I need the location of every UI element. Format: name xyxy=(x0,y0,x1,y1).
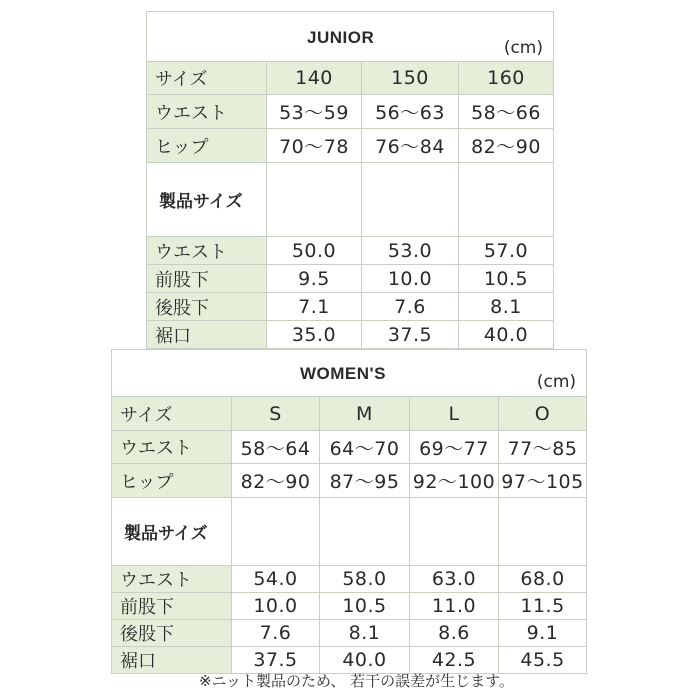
row-label: ウエスト xyxy=(112,431,232,464)
row-label: ウエスト xyxy=(147,95,267,129)
empty-cell xyxy=(362,163,459,237)
table-cell: 82～90 xyxy=(459,129,554,163)
womens-header-size: O xyxy=(499,397,587,431)
empty-cell xyxy=(410,498,499,566)
womens-product-row xyxy=(112,593,587,620)
table-cell: 9.1 xyxy=(499,620,587,647)
womens-waist-row xyxy=(112,431,587,464)
table-cell: 37.5 xyxy=(232,647,320,674)
table-cell: 58.0 xyxy=(320,566,410,593)
junior-header-size: 150 xyxy=(362,62,459,95)
junior-hip-row xyxy=(147,129,554,163)
table-cell: 76～84 xyxy=(362,129,459,163)
table-cell: 10.5 xyxy=(320,593,410,620)
row-label: 裾口 xyxy=(147,321,267,349)
table-cell: 50.0 xyxy=(267,237,362,265)
table-cell: 7.1 xyxy=(267,293,362,321)
table-cell: 42.5 xyxy=(410,647,499,674)
table-cell: 8.1 xyxy=(459,293,554,321)
womens-hip-row xyxy=(112,464,587,498)
row-label: ウエスト xyxy=(112,566,232,593)
table-cell: 82～90 xyxy=(232,464,320,498)
table-cell: 8.1 xyxy=(320,620,410,647)
product-size-label: 製品サイズ xyxy=(112,498,232,566)
womens-header-row xyxy=(112,397,587,431)
womens-title: WOMEN'S xyxy=(300,364,386,383)
empty-cell xyxy=(267,163,362,237)
womens-header-label: サイズ xyxy=(112,397,232,431)
row-label: 前股下 xyxy=(112,593,232,620)
junior-title-cell xyxy=(147,12,554,62)
womens-product-row xyxy=(112,566,587,593)
womens-header-size: L xyxy=(410,397,499,431)
table-cell: 40.0 xyxy=(459,321,554,349)
womens-product-section-row xyxy=(112,498,587,566)
table-cell: 7.6 xyxy=(232,620,320,647)
empty-cell xyxy=(459,163,554,237)
table-cell: 53～59 xyxy=(267,95,362,129)
junior-title: JUNIOR xyxy=(307,28,375,47)
table-cell: 69～77 xyxy=(410,431,499,464)
table-cell: 77～85 xyxy=(499,431,587,464)
row-label: 後股下 xyxy=(112,620,232,647)
table-cell: 11.0 xyxy=(410,593,499,620)
table-cell: 11.5 xyxy=(499,593,587,620)
empty-cell xyxy=(232,498,320,566)
footnote: ※ニット製品のため、 若干の誤差が生じます。 xyxy=(199,672,514,690)
row-label: ヒップ xyxy=(112,464,232,498)
junior-unit: (cm) xyxy=(503,38,543,58)
junior-header-label: サイズ xyxy=(147,62,267,95)
table-cell: 7.6 xyxy=(362,293,459,321)
junior-waist-row xyxy=(147,95,554,129)
table-cell: 57.0 xyxy=(459,237,554,265)
table-cell: 40.0 xyxy=(320,647,410,674)
row-label: ヒップ xyxy=(147,129,267,163)
womens-title-cell xyxy=(112,350,587,397)
row-label: ウエスト xyxy=(147,237,267,265)
table-cell: 87～95 xyxy=(320,464,410,498)
table-cell: 97～105 xyxy=(499,464,587,498)
table-cell: 58～64 xyxy=(232,431,320,464)
empty-cell xyxy=(320,498,410,566)
junior-product-row xyxy=(147,293,554,321)
table-cell: 68.0 xyxy=(499,566,587,593)
table-cell: 92～100 xyxy=(410,464,499,498)
table-cell: 9.5 xyxy=(267,265,362,293)
junior-product-section-row xyxy=(147,163,554,237)
table-cell: 45.5 xyxy=(499,647,587,674)
junior-header-size: 160 xyxy=(459,62,554,95)
table-cell: 53.0 xyxy=(362,237,459,265)
junior-product-row xyxy=(147,237,554,265)
table-cell: 8.6 xyxy=(410,620,499,647)
table-cell: 56～63 xyxy=(362,95,459,129)
womens-unit: (cm) xyxy=(536,372,577,392)
junior-product-row xyxy=(147,265,554,293)
table-cell: 70～78 xyxy=(267,129,362,163)
table-cell: 10.0 xyxy=(362,265,459,293)
table-cell: 54.0 xyxy=(232,566,320,593)
junior-size-table xyxy=(146,11,554,349)
row-label: 後股下 xyxy=(147,293,267,321)
product-size-label: 製品サイズ xyxy=(147,163,267,237)
table-cell: 10.5 xyxy=(459,265,554,293)
womens-header-size: S xyxy=(232,397,320,431)
junior-product-row xyxy=(147,321,554,349)
table-cell: 58～66 xyxy=(459,95,554,129)
table-cell: 63.0 xyxy=(410,566,499,593)
table-cell: 37.5 xyxy=(362,321,459,349)
junior-header-row xyxy=(147,62,554,95)
womens-product-row xyxy=(112,620,587,647)
womens-header-size: M xyxy=(320,397,410,431)
row-label: 裾口 xyxy=(112,647,232,674)
womens-size-table xyxy=(111,349,587,674)
table-cell: 35.0 xyxy=(267,321,362,349)
table-cell: 10.0 xyxy=(232,593,320,620)
junior-header-size: 140 xyxy=(267,62,362,95)
empty-cell xyxy=(499,498,587,566)
table-cell: 64～70 xyxy=(320,431,410,464)
row-label: 前股下 xyxy=(147,265,267,293)
